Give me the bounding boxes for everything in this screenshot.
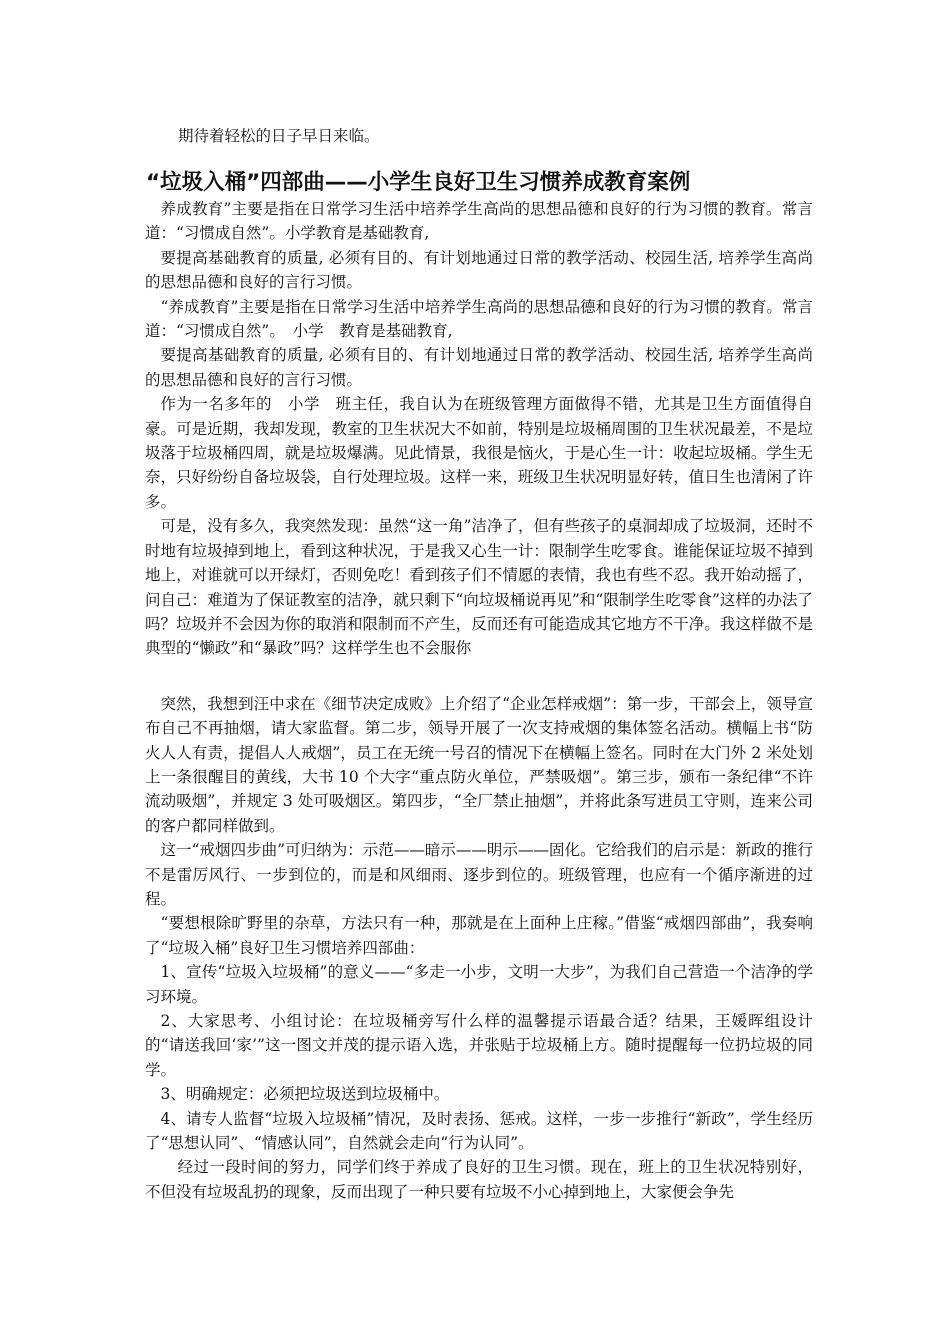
paragraph: 要提高基础教育的质量, 必须有目的、有计划地通过日常的教学活动、校园生活, 培养学生高尚的思想品德和良好的言行习惯。 <box>145 346 813 389</box>
list-item: 2、大家思考、小组讨论：在垃圾桶旁写什么样的温馨提示语最合适？结果，王媛晖组设计的“请送我回‘家’”这一图文并茂的提示语入选，并张贴于垃圾桶上方。随时提醒每一位扔垃圾的同学。 <box>145 1012 813 1079</box>
paragraph: 要提高基础教育的质量, 必须有目的、有计划地通过日常的教学活动、校园生活, 培养学生高尚的思想品德和良好的言行习惯。 <box>145 248 813 292</box>
paragraph: 经过一段时间的努力，同学们终于养成了良好的卫生习惯。现在，班上的卫生状况特别好，不但没有垃圾乱扔的现象，反而出现了一种只要有垃圾不小心掉到地上，大家便会争先 <box>145 1158 813 1201</box>
document-body <box>145 197 813 1204</box>
paragraph: 可是，没有多久，我突然发现：虽然“这一角”洁净了，但有些孩子的桌洞却成了垃圾洞，还时不时地有垃圾掉到地上，看到这种状况，于是我又心生一计：限制学生吃零食。谁能保证垃圾不掉到地上，对谁就可以开绿灯，否则免吃！看到孩子们不情愿的表情，我也有些不忍。我开始动摇了，问自己：难道为了保证教室的洁净，就只剩下“向垃圾桶说再见”和“限制学生吃零食”这样的办法了吗？垃圾并不会因为你的取消和限制而不产生，反而还有可能造成其它地方不干净。我这样做不是典型的“懒政”和“暴政”吗？这样学生也不会服你 <box>145 517 813 658</box>
list-item: 1、宣传“垃圾入垃圾桶”的意义——“多走一小步，文明一大步”，为我们自己营造一个洁净的学习环境。 <box>145 963 813 1006</box>
document-title: “垃圾入桶”四部曲——小学生良好卫生习惯养成教育案例 <box>146 170 691 195</box>
paragraph: “要想根除旷野里的杂草，方法只有一种，那就是在上面种上庄稼。”借鉴“戒烟四部曲”，我奏响了“垃圾入桶”良好卫生习惯培养四部曲： <box>145 914 813 957</box>
paragraph: 作为一名多年的 小学 班主任，我自认为在班级管理方面做得不错，尤其是卫生方面值得自豪。可是近期，我却发现，教室的卫生状况大不如前，特别是垃圾桶周围的卫生状况最差，不是垃圾落于垃圾桶四周，就是垃圾爆满。见此情景，我很是恼火，于是心生一计：收起垃圾桶。学生无奈，只好纷纷自备垃圾袋，自行处理垃圾。这样一来，班级卫生状况明显好转，值日生也清闲了许多。 <box>145 395 813 511</box>
list-item: 3、明确规定：必须把垃圾送到垃圾桶中。 <box>160 1085 450 1104</box>
lead-line: 期待着轻松的日子早日来临。 <box>178 127 380 145</box>
paragraph: 突然，我想到汪中求在《细节决定成败》上介绍了“企业怎样戒烟”：第一步，干部会上，领导宣布自己不再抽烟，请大家监督。第二步，领导开展了一次支持戒烟的集体签名活动。横幅上书“防火人人有责，提倡人人戒烟”，员工在无统一号召的情况下在横幅上签名。同时在大门外 2 米处划上一条很醒目的黄线，大书 10 个大字“重点防火单位，严禁吸烟”。第三步，颁布一条纪律“不许流动吸烟”，并规定 3 处可吸烟区。第四步，“全厂禁止抽烟”，并将此条写进员工守则，连来公司的客户都同样做到。 <box>145 694 813 835</box>
paragraph: “养成教育”主要是指在日常学习生活中培养学生高尚的思想品德和良好的行为习惯的教育。常言道：“习惯成自然”。 小学 教育是基础教育, <box>145 297 813 341</box>
list-item: 4、请专人监督“垃圾入垃圾桶”情况，及时表扬、惩戒。这样，一步一步推行“新政”，学生经历了“思想认同”、“情感认同”，自然就会走向“行为认同”。 <box>145 1109 813 1153</box>
paragraph: 养成教育”主要是指在日常学习生活中培养学生高尚的思想品德和良好的行为习惯的教育。常言道：“习惯成自然”。小学教育是基础教育, <box>145 200 813 243</box>
paragraph: 这一“戒烟四步曲”可归纳为：示范——暗示——明示——固化。它给我们的启示是：新政的推行不是雷厉风行、一步到位的，而是和风细雨、逐步到位的。班级管理，也应有一个循序渐进的过程。 <box>145 841 813 908</box>
